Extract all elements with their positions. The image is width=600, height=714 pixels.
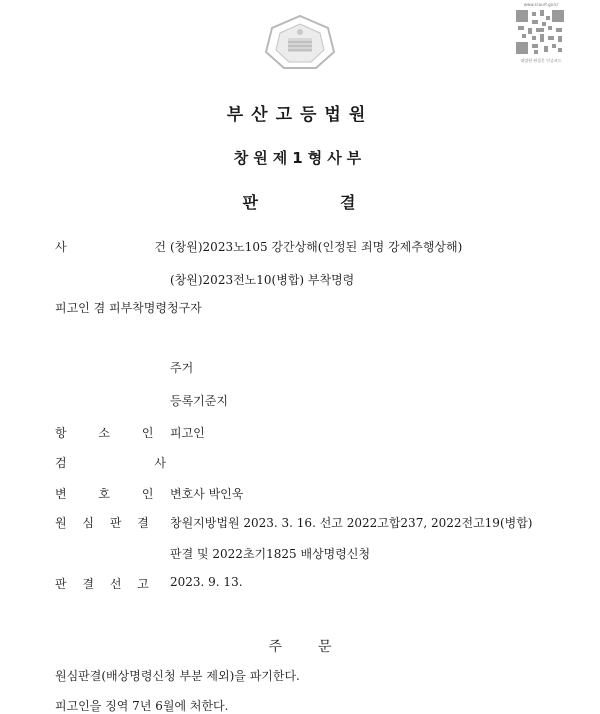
original-judgment-line-1: 창원지방법원 2023. 3. 16. 선고 2022고합237, 2022전고19(병합) bbox=[170, 516, 533, 530]
defendant-label: 피고인 겸 피부착명령청구자 bbox=[55, 301, 202, 315]
qr-code-icon bbox=[514, 8, 566, 56]
original-judgment-line-2: 판결 및 2022초기1825 배상명령신청 bbox=[170, 547, 371, 561]
prosecutor-label: 검 사 bbox=[55, 456, 208, 470]
disposition-title-right: 문 bbox=[318, 639, 332, 655]
sentencing-label: 판 결 선 고 bbox=[55, 577, 155, 591]
appellant-label: 항 소 인 bbox=[55, 426, 168, 440]
original-judgment-label: 원 심 판 결 bbox=[55, 516, 155, 530]
qr-caption-text: 대법원 판결문 인증코드 bbox=[520, 58, 562, 63]
counsel-label: 변 호 인 bbox=[55, 487, 168, 501]
case-label: 사 건 bbox=[55, 240, 208, 254]
sentencing-date: 2023. 9. 13. bbox=[170, 575, 243, 589]
verdict-title-left: 판 bbox=[242, 193, 260, 212]
court-emblem-icon bbox=[262, 12, 338, 72]
division-name: 창원제1형사부 bbox=[233, 149, 367, 167]
verdict-title bbox=[0, 190, 600, 213]
court-name: 부산고등법원 bbox=[226, 105, 374, 125]
address-label: 주거 bbox=[170, 361, 194, 375]
registry-label: 등록기준지 bbox=[170, 394, 228, 408]
case-line-2: (창원)2023전노10(병합) 부착명령 bbox=[170, 273, 355, 287]
disposition-title-left: 주 bbox=[268, 639, 282, 655]
disposition-line-1: 원심판결(배상명령신청 부분 제외)을 파기한다. bbox=[55, 669, 300, 683]
disposition-title bbox=[0, 636, 600, 656]
verdict-title-right: 결 bbox=[340, 193, 358, 212]
disposition-line-2: 피고인을 징역 7년 6월에 처한다. bbox=[55, 699, 229, 713]
case-line-1: (창원)2023노105 강간상해(인정된 죄명 강제추행상해) bbox=[170, 240, 463, 254]
qr-url-text: www.scourt.go.kr bbox=[523, 2, 559, 7]
counsel-value: 변호사 박인욱 bbox=[170, 487, 244, 501]
appellant-value: 피고인 bbox=[170, 426, 205, 440]
